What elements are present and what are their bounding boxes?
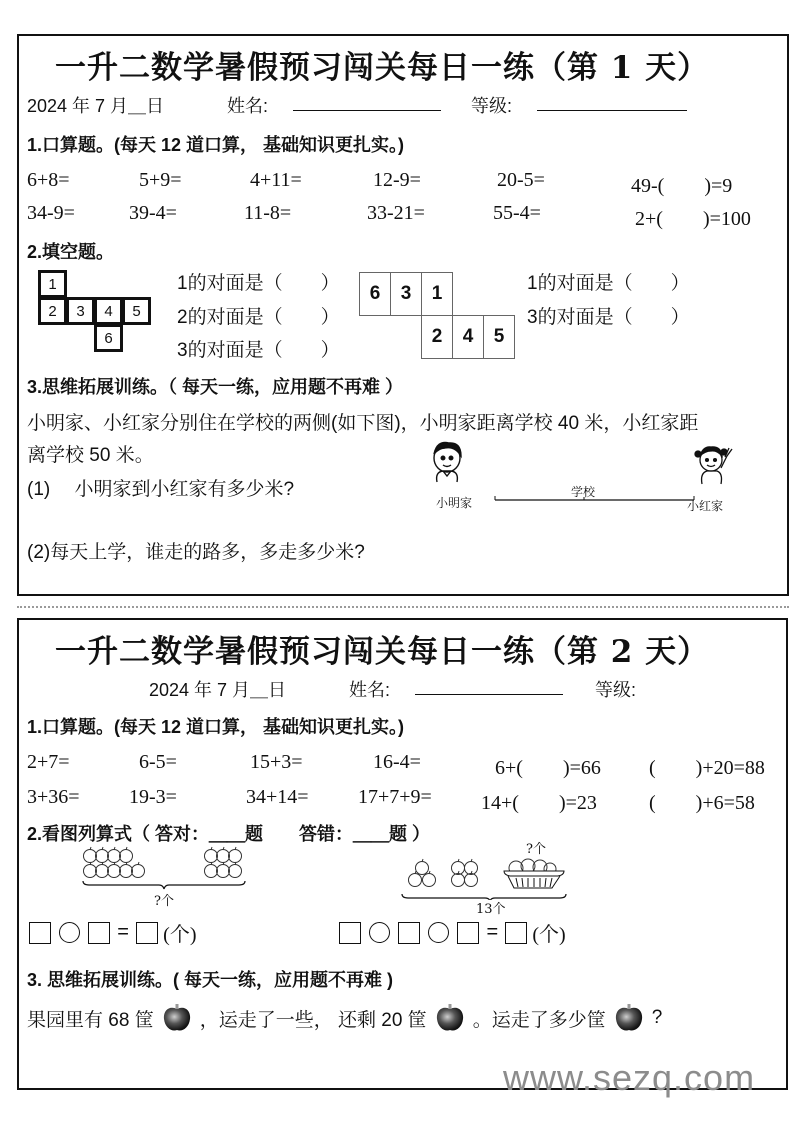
xiaohong-home-label: 小红家 <box>687 499 724 513</box>
net-cell: 5 <box>483 315 515 359</box>
fill-question: 1的对面是（ ） <box>527 273 690 294</box>
fruit-basket-icon <box>400 838 620 900</box>
answer-box[interactable] <box>398 922 420 944</box>
net-cell: 3 <box>390 272 422 316</box>
name-label: 姓名: <box>349 680 391 700</box>
calc-item: 5+9= <box>139 169 182 191</box>
net-cell: 4 <box>452 315 484 359</box>
basket-count-label: ?个 <box>526 842 546 857</box>
cube-net-2 <box>359 272 519 362</box>
calc-item: 33-21= <box>367 202 425 224</box>
calc-item: ( )+6=58 <box>649 792 755 814</box>
section2-heading: 2.填空题。 <box>27 242 115 262</box>
fill-question: 1的对面是（ ） <box>177 273 340 294</box>
equation-template-1 <box>29 918 196 947</box>
cube-net-1 <box>38 270 158 360</box>
calc-item: 4+11= <box>250 169 302 191</box>
net-cell: 6 <box>359 272 391 316</box>
unit-label: (个) <box>532 924 566 946</box>
grade-blank[interactable] <box>537 92 687 111</box>
section3-heading: 3. 思维拓展训练。( 每天一练，应用题不再难 ) <box>27 970 394 990</box>
page-divider <box>17 606 789 608</box>
calc-item: 39-4= <box>129 202 177 224</box>
equals-sign: = <box>117 921 129 943</box>
section1-heading: 1.口算题。(每天 12 道口算， 基础知识更扎实。) <box>27 717 405 737</box>
question-2: (2)每天上学，谁走的路多，多走多少米? <box>27 542 365 563</box>
grade-label: 等级: <box>595 680 637 700</box>
calc-item: 6+( )=66 <box>495 757 601 779</box>
calc-item: 2+7= <box>27 751 70 773</box>
calc-item: 6-5= <box>139 751 177 773</box>
calc-item: 14+( )=23 <box>481 792 597 814</box>
section1-heading: 1.口算题。(每天 12 道口算， 基础知识更扎实。) <box>27 135 405 155</box>
net-cell: 4 <box>94 297 123 325</box>
net-cell: 3 <box>66 297 95 325</box>
school-label: 学校 <box>571 485 596 499</box>
watermark: www.sezq.com <box>503 1057 756 1098</box>
net-cell: 1 <box>38 270 67 298</box>
fill-question: 3的对面是（ ） <box>527 307 690 328</box>
problem-text: ，运走了一些， 还剩 20 筐 <box>199 1009 427 1031</box>
calc-item: 49-( )=9 <box>631 175 733 197</box>
answer-box[interactable] <box>457 922 479 944</box>
name-label: 姓名: <box>227 96 269 116</box>
calc-item: ( )+20=88 <box>649 757 765 779</box>
section3-heading: 3.思维拓展训练。（ 每天一练，应用题不再难 ） <box>27 377 404 397</box>
calc-item: 19-3= <box>129 786 177 808</box>
net-cell: 1 <box>421 272 453 316</box>
question-1: (1) 小明家到小红家有多少米? <box>27 479 295 500</box>
calc-item: 6+8= <box>27 169 70 191</box>
fill-question: 2的对面是（ ） <box>177 307 340 328</box>
xiaoming-home-label: 小明家 <box>436 496 473 510</box>
distance-figure <box>419 438 739 518</box>
answer-box[interactable] <box>505 922 527 944</box>
operator-circle[interactable] <box>428 922 449 943</box>
section2-heading: 2.看图列算式（ 答对：＿＿题 答错：＿＿题 ） <box>27 824 431 844</box>
problem-text: 离学校 50 米。 <box>27 445 154 466</box>
problem-text: ? <box>651 1007 663 1028</box>
answer-box[interactable] <box>29 922 51 944</box>
unit-label: (个) <box>163 924 197 946</box>
net-cell: 5 <box>122 297 151 325</box>
page-title: 一升二数学暑假预习闯关每日一练（第 2 天） <box>55 634 710 670</box>
calc-item: 17+7+9= <box>358 786 432 808</box>
answer-box[interactable] <box>136 922 158 944</box>
apple-icon <box>81 846 281 896</box>
calc-item: 11-8= <box>244 202 292 224</box>
calc-item: 34-9= <box>27 202 75 224</box>
apple-group-figure-1 <box>81 846 281 916</box>
apple-icon <box>160 1003 194 1033</box>
net-cell: 6 <box>94 324 123 352</box>
answer-box[interactable] <box>88 922 110 944</box>
calc-item: 34+14= <box>246 786 309 808</box>
name-blank[interactable] <box>415 676 563 695</box>
date-label: 2024 年 7 月＿日 <box>149 680 287 700</box>
calc-item: 2+( )=100 <box>635 208 751 230</box>
grade-label: 等级: <box>471 96 513 116</box>
apple-group-figure-2 <box>400 838 620 918</box>
apple-problem <box>27 1003 662 1033</box>
calc-item: 3+36= <box>27 786 80 808</box>
calc-item: 16-4= <box>373 751 421 773</box>
question-count-label: ?个 <box>154 894 174 909</box>
problem-text: 。运走了多少筐 <box>472 1009 606 1031</box>
equation-template-2 <box>339 918 566 947</box>
worksheet-day1 <box>17 34 789 596</box>
apple-icon <box>612 1003 646 1033</box>
page-title: 一升二数学暑假预习闯关每日一练（第 1 天） <box>55 50 710 86</box>
fill-question: 3的对面是（ ） <box>177 340 340 361</box>
girl-illustration <box>695 447 732 484</box>
answer-box[interactable] <box>339 922 361 944</box>
calc-item: 12-9= <box>373 169 421 191</box>
equals-sign: = <box>486 921 499 943</box>
worksheet-day2 <box>17 618 788 1090</box>
calc-item: 15+3= <box>250 751 303 773</box>
operator-circle[interactable] <box>59 922 80 943</box>
name-blank[interactable] <box>293 92 441 111</box>
calc-item: 55-4= <box>493 202 541 224</box>
apple-icon <box>433 1003 467 1033</box>
calc-item: 20-5= <box>497 169 545 191</box>
operator-circle[interactable] <box>369 922 390 943</box>
net-cell: 2 <box>421 315 453 359</box>
date-label: 2024 年 7 月＿日 <box>27 96 165 116</box>
problem-text: 果园里有 68 筐 <box>27 1009 154 1031</box>
net-cell: 2 <box>38 297 67 325</box>
problem-text: 小明家、小红家分别住在学校的两侧(如下图)，小明家距离学校 40 米，小红家距 <box>27 413 699 434</box>
total-count-label: 13个 <box>476 902 506 917</box>
